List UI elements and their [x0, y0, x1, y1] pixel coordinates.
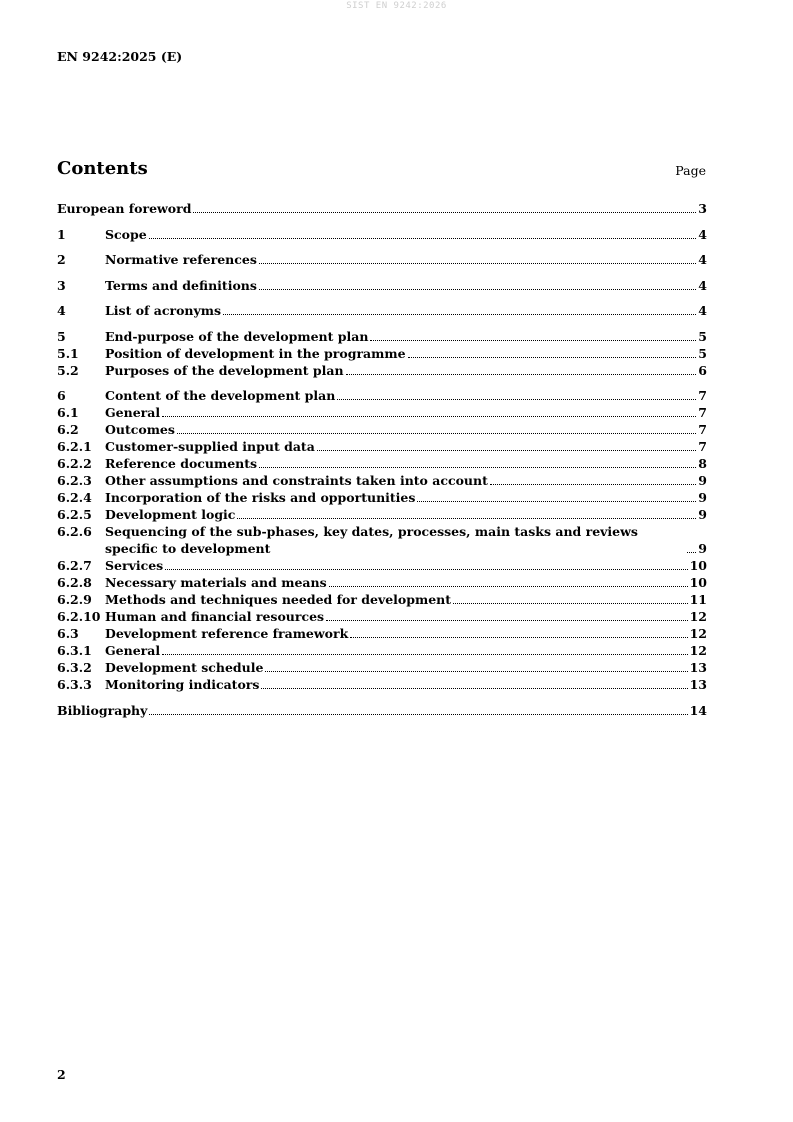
dot-leader [162, 416, 696, 417]
toc-entry-6-3-2[interactable] [57, 659, 707, 676]
dot-leader [223, 314, 696, 315]
toc-number: 6.3.1 [57, 643, 92, 658]
toc-entry-6[interactable] [57, 387, 707, 404]
toc-number: 5 [57, 328, 66, 344]
toc-entry-6-3-3[interactable] [57, 676, 707, 693]
watermark: SIST EN 9242:2026 [346, 1, 447, 11]
toc-page-number: 14 [689, 702, 707, 718]
toc-page-number: 12 [689, 626, 707, 641]
table-of-contents [57, 200, 707, 719]
toc-entry-foreword[interactable] [57, 200, 707, 217]
dot-leader [337, 399, 696, 400]
toc-title: Reference documents [105, 456, 258, 471]
toc-title: Terms and definitions [105, 277, 257, 293]
document-identifier: EN 9242:2025 (E) [57, 49, 183, 64]
toc-entry-6-2-3[interactable] [57, 472, 707, 489]
toc-page-number: 4 [698, 277, 707, 293]
toc-number: 3 [57, 277, 66, 293]
dot-leader [162, 654, 687, 655]
toc-page-number: 12 [689, 643, 707, 658]
toc-number: 6.2.2 [57, 456, 92, 471]
toc-entry-6-2-9[interactable] [57, 591, 707, 608]
toc-page-number: 10 [689, 575, 707, 590]
toc-page-number: 9 [698, 490, 707, 505]
dot-leader [687, 552, 696, 553]
toc-number: 6.2.1 [57, 439, 92, 454]
dot-leader [259, 289, 696, 290]
toc-entry-6-2-4[interactable] [57, 489, 707, 506]
toc-title: Purposes of the development plan [105, 362, 344, 378]
toc-entry-6-3[interactable] [57, 625, 707, 642]
toc-page-number: 7 [698, 439, 707, 454]
dot-leader [149, 714, 687, 715]
toc-entry-6-2-8[interactable] [57, 574, 707, 591]
toc-entry-3[interactable] [57, 277, 707, 294]
toc-page-number: 4 [698, 303, 707, 318]
dot-leader [193, 212, 696, 213]
toc-title: Human and financial resources [105, 609, 325, 624]
dot-leader [261, 688, 687, 689]
toc-title: Bibliography [57, 702, 148, 718]
page-column-label: Page [675, 163, 706, 178]
toc-page-number: 11 [689, 592, 707, 607]
dot-leader [490, 484, 696, 485]
toc-entry-5[interactable] [57, 328, 707, 345]
toc-title: Methods and techniques needed for development [105, 592, 452, 607]
toc-entry-5-1[interactable] [57, 345, 707, 362]
toc-entry-6-2-1[interactable] [57, 438, 707, 455]
toc-title: European foreword [57, 201, 192, 216]
toc-number: 6.2.9 [57, 592, 92, 607]
dot-leader [453, 603, 688, 604]
dot-leader [237, 518, 696, 519]
toc-title: Other assumptions and constraints taken into account [105, 473, 488, 488]
toc-number: 6.2.4 [57, 490, 92, 505]
contents-heading: Contents [57, 158, 148, 179]
toc-title: List of acronyms [105, 303, 222, 318]
toc-page-number: 6 [698, 362, 707, 378]
toc-page-number: 9 [698, 473, 707, 488]
toc-number: 2 [57, 252, 66, 267]
toc-title: Development logic [105, 507, 236, 522]
toc-page-number: 7 [698, 388, 707, 403]
toc-title: Development reference framework [105, 626, 349, 641]
toc-page-number: 3 [698, 201, 707, 216]
toc-title: Necessary materials and means [105, 575, 327, 590]
toc-page-number: 5 [698, 328, 707, 344]
toc-page-number: 5 [698, 345, 707, 361]
dot-leader [149, 238, 697, 239]
toc-page-number: 12 [689, 609, 707, 624]
toc-title: Development schedule [105, 660, 264, 675]
dot-leader [259, 467, 696, 468]
toc-title: Outcomes [105, 422, 175, 437]
toc-entry-6-2-2[interactable] [57, 455, 707, 472]
toc-page-number: 10 [689, 558, 707, 573]
toc-title: Scope [105, 226, 147, 242]
toc-entry-6-2-7[interactable] [57, 557, 707, 574]
dot-leader [165, 569, 687, 570]
toc-entry-6-2-6[interactable] [57, 523, 707, 557]
toc-page-number: 9 [698, 541, 707, 556]
toc-page-number: 4 [698, 252, 707, 267]
toc-number: 6.2.10 [57, 609, 101, 624]
toc-number: 6 [57, 388, 66, 403]
dot-leader [317, 450, 697, 451]
dot-leader [417, 501, 696, 502]
toc-title: Content of the development plan [105, 388, 336, 403]
toc-number: 6.3.3 [57, 677, 92, 692]
toc-title: General [105, 405, 161, 420]
dot-leader [329, 586, 688, 587]
toc-number: 5.1 [57, 345, 79, 361]
toc-title: Incorporation of the risks and opportunities [105, 490, 416, 505]
dot-leader [370, 340, 696, 341]
toc-page-number: 9 [698, 507, 707, 522]
toc-page-number: 8 [698, 456, 707, 471]
toc-number: 6.3.2 [57, 660, 92, 675]
dot-leader [265, 671, 687, 672]
toc-entry-6-2[interactable] [57, 421, 707, 438]
toc-title: Position of development in the programme [105, 345, 406, 361]
dot-leader [408, 357, 697, 358]
toc-entry-bibliography[interactable] [57, 702, 707, 719]
toc-entry-6-3-1[interactable] [57, 642, 707, 659]
toc-page-number: 13 [689, 677, 707, 692]
footer-page-number: 2 [57, 1067, 66, 1082]
toc-number: 5.2 [57, 362, 79, 378]
toc-entry-2[interactable] [57, 251, 707, 268]
toc-title: End-purpose of the development plan [105, 328, 369, 344]
dot-leader [326, 620, 688, 621]
toc-title: Services [105, 558, 164, 573]
toc-entry-5-2[interactable] [57, 362, 707, 379]
toc-entry-6-1[interactable] [57, 404, 707, 421]
toc-number: 6.3 [57, 626, 79, 641]
toc-entry-4[interactable] [57, 302, 707, 319]
toc-entry-1[interactable] [57, 226, 707, 243]
toc-title: General [105, 643, 161, 658]
toc-number: 6.2.7 [57, 558, 92, 573]
dot-leader [346, 374, 697, 375]
toc-number: 6.2.6 [57, 524, 92, 539]
toc-page-number: 7 [698, 422, 707, 437]
toc-title: Customer-supplied input data [105, 439, 315, 454]
toc-entry-6-2-10[interactable] [57, 608, 707, 625]
toc-title: Monitoring indicators [105, 677, 260, 692]
toc-number: 4 [57, 303, 66, 318]
toc-page-number: 13 [689, 660, 707, 675]
toc-title: Normative references [105, 252, 257, 267]
toc-title: Sequencing of the sub-phases, key dates, processes, main tasks and reviews specific to development [105, 524, 638, 556]
toc-page-number: 4 [698, 226, 707, 242]
toc-number: 6.1 [57, 405, 79, 420]
dot-leader [350, 637, 687, 638]
toc-number: 6.2 [57, 422, 79, 437]
toc-page-number: 7 [698, 405, 707, 420]
toc-number: 6.2.3 [57, 473, 92, 488]
toc-entry-6-2-5[interactable] [57, 506, 707, 523]
dot-leader [259, 263, 696, 264]
toc-number: 1 [57, 226, 66, 242]
toc-number: 6.2.5 [57, 507, 92, 522]
dot-leader [177, 433, 696, 434]
toc-number: 6.2.8 [57, 575, 92, 590]
